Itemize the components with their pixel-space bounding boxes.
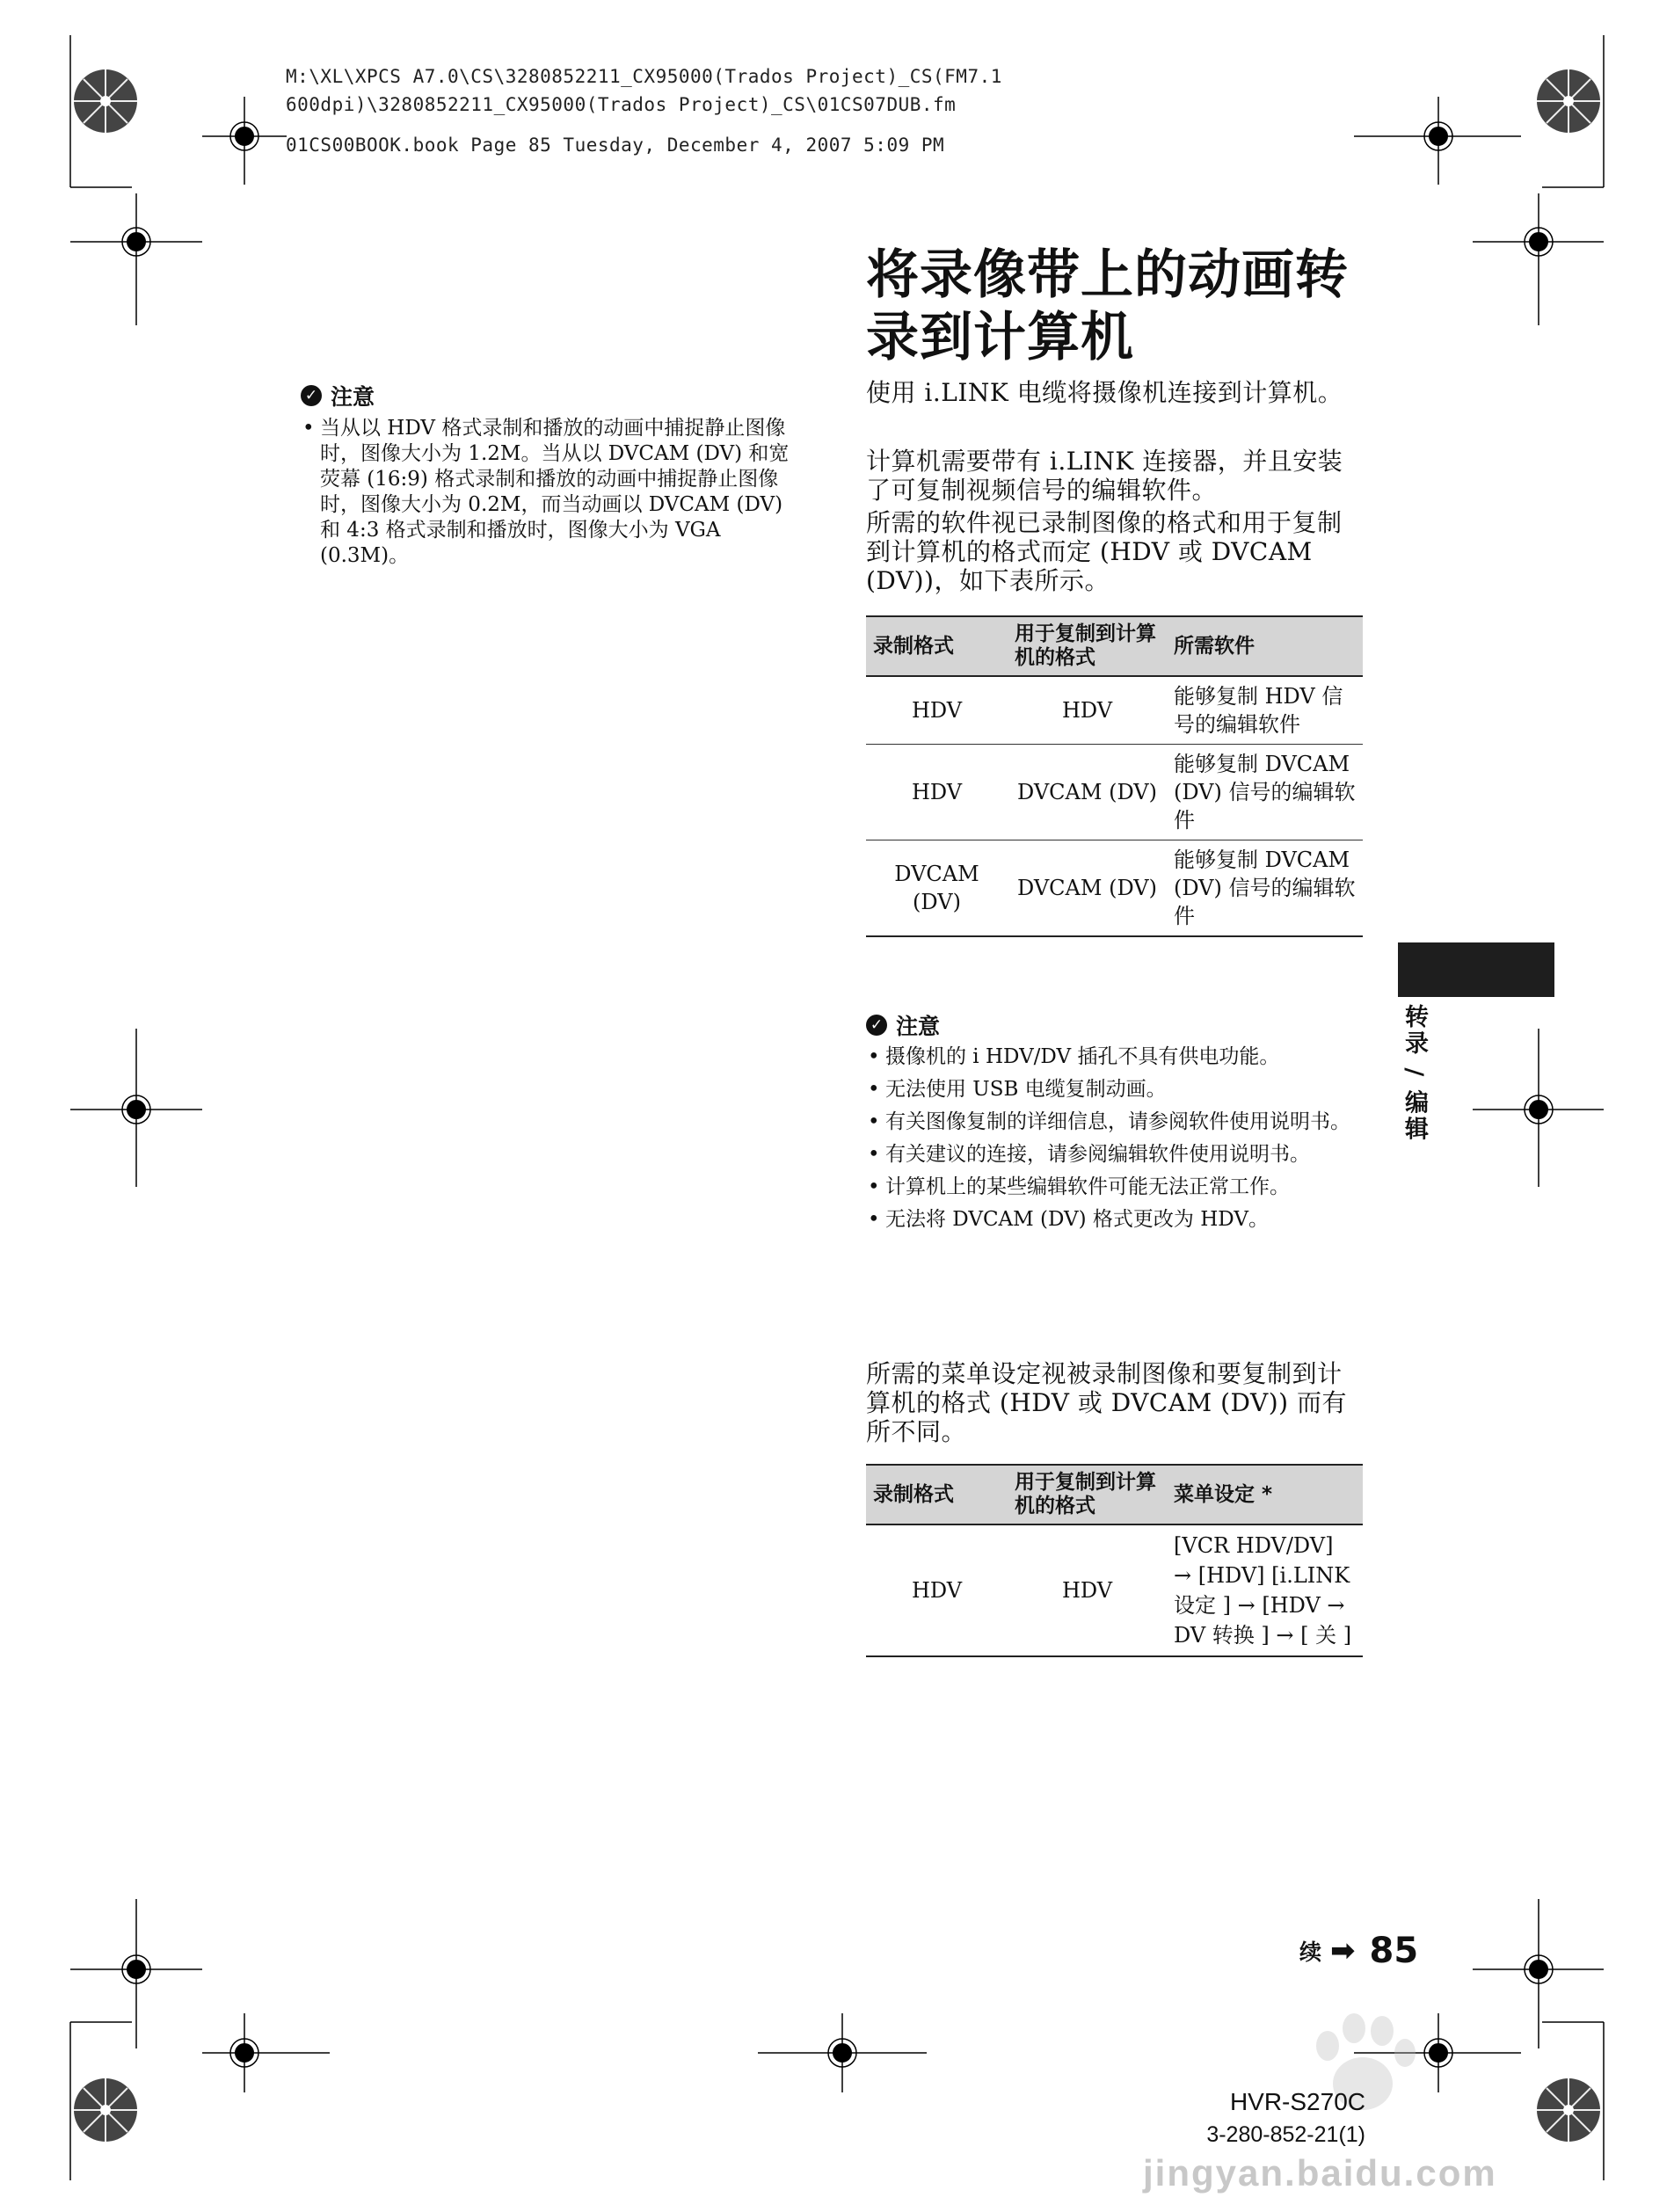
file-path-line-2: 600dpi)\3280852211_CX95000(Trados Project)_CS\01CS07DUB.fm [286,94,957,115]
col-header-copy-format: 用于复制到计算机的格式 [1008,616,1167,676]
cell-software: 能够复制 DVCAM (DV) 信号的编辑软件 [1167,840,1363,937]
menu-settings-table [866,1464,1363,1657]
left-note-list [301,416,797,576]
left-note-heading-text: 注意 [331,384,375,410]
note-item: • 计算机上的某些编辑软件可能无法正常工作。 [866,1175,1363,1200]
cell-copy-format: HDV [1008,1524,1167,1656]
cell-record-format: HDV [866,676,1008,745]
intro-paragraph-1: 使用 i.LINK 电缆将摄像机连接到计算机。 [866,378,1343,407]
file-path-line-1: M:\XL\XPCS A7.0\CS\3280852211_CX95000(Trados Project)_CS(FM7.1 [286,66,1002,87]
note-icon: ✓ [301,385,322,406]
table-row [866,840,1363,937]
right-arrow-icon: ➡ [1330,1933,1356,1968]
cell-record-format: DVCAM (DV) [866,840,1008,937]
continued-indicator [1299,1931,1418,1971]
note-item: • 有关图像复制的详细信息，请参阅软件使用说明书。 [866,1110,1363,1135]
section-tab-marker [1398,942,1554,997]
menu-setting-paragraph: 所需的菜单设定视被录制图像和要复制到计算机的格式 (HDV 或 DVCAM (DV)) 而有所不同。 [866,1359,1347,1446]
cell-record-format: HDV [866,745,1008,840]
model-number: HVR-S270C [1229,2088,1365,2115]
part-number: 3-280-852-21(1) [1206,2122,1365,2147]
table-row [866,676,1363,745]
cell-record-format: HDV [866,1524,1008,1656]
col-header-copy-format: 用于复制到计算机的格式 [1008,1465,1167,1524]
note-item: • 有关建议的连接，请参阅编辑软件使用说明书。 [866,1142,1363,1168]
section-tab-label: 转录 / 编辑 [1401,1004,1428,1143]
left-note-item: • 当从以 HDV 格式录制和播放的动画中捕捉静止图像时，图像大小为 1.2M。当从以 DVCAM (DV) 和宽荧幕 (16:9) 格式录制和播放的动画中捕捉静止图像时，图像大小为 0.2M，而当动画以 DVCAM (DV) 和 4:3 格式录制和播放时，图像大小为 VGA (0.3M)。 [301,416,797,569]
cell-software: 能够复制 HDV 信号的编辑软件 [1167,676,1363,745]
note-item: • 摄像机的 i HDV/DV 插孔不具有供电功能。 [866,1044,1363,1070]
software-requirements-table [866,615,1363,937]
page-number: 85 [1369,1931,1419,1971]
left-note-heading [301,380,375,411]
note-icon: ✓ [866,1015,887,1036]
cell-copy-format: DVCAM (DV) [1008,745,1167,840]
watermark-text: jingyan.baidu.com [1143,2152,1497,2194]
table-header-row [866,616,1363,676]
table-row [866,1524,1363,1656]
table-row [866,745,1363,840]
note-item: • 无法使用 USB 电缆复制动画。 [866,1077,1363,1102]
col-header-record-format: 录制格式 [866,616,1008,676]
cell-menu-setting: [VCR HDV/DV] → [HDV] [i.LINK 设定 ] → [HDV → DV 转换 ] → [ 关 ] [1167,1524,1363,1656]
col-header-required-software: 所需软件 [1167,616,1363,676]
cell-software: 能够复制 DVCAM (DV) 信号的编辑软件 [1167,745,1363,840]
table-header-row [866,1465,1363,1524]
col-header-menu-setting: 菜单设定 * [1167,1465,1363,1524]
right-note-heading [866,1009,940,1041]
intro-paragraph-3: 所需的软件视已录制图像的格式和用于复制到计算机的格式而定 (HDV 或 DVCAM (DV))，如下表所示。 [866,508,1343,595]
page-title: 将录像带上的动画转录到计算机 [866,244,1349,368]
cell-copy-format: DVCAM (DV) [1008,840,1167,937]
col-header-record-format: 录制格式 [866,1465,1008,1524]
book-info-line: 01CS00BOOK.book Page 85 Tuesday, December 4, 2007 5:09 PM [286,135,945,156]
cell-copy-format: HDV [1008,676,1167,745]
intro-paragraph-2: 计算机需要带有 i.LINK 连接器，并且安装了可复制视频信号的编辑软件。 [866,447,1343,505]
continued-label: 续 [1299,1939,1322,1965]
right-note-list [866,1044,1363,1240]
note-item: • 无法将 DVCAM (DV) 格式更改为 HDV。 [866,1207,1363,1233]
right-note-heading-text: 注意 [896,1014,941,1039]
